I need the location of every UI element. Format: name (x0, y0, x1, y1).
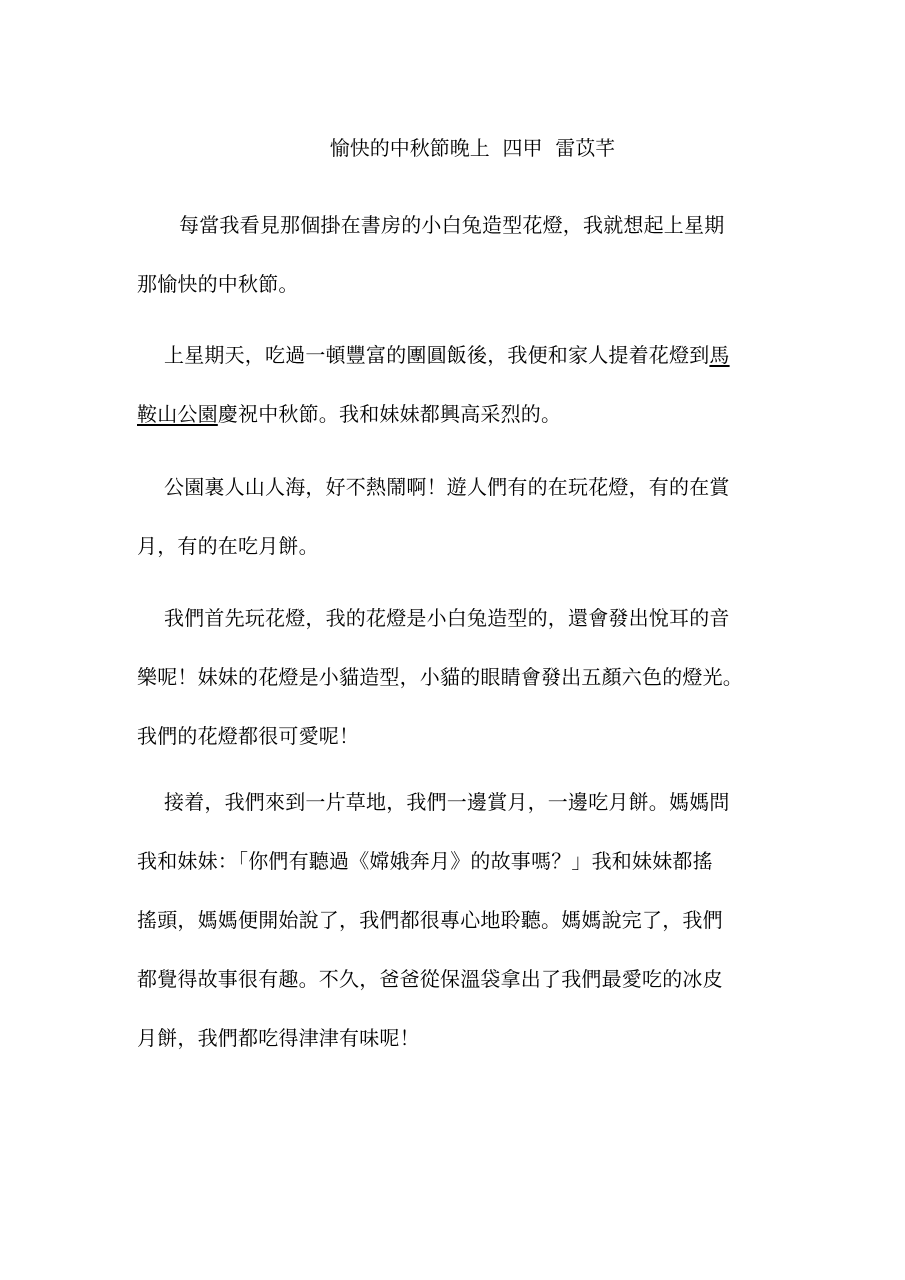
paragraph-1-line-2: 那愉快的中秋節。 (137, 272, 299, 296)
paragraph-2-line-2 (137, 385, 765, 444)
paragraph-5-line-5: 月餅，我們都吃得津津有味呢！ (137, 1026, 420, 1050)
paragraph-5-line-3: 搖頭，媽媽便開始說了，我們都很專心地聆聽。媽媽說完了，我們 (137, 908, 723, 932)
paragraph-5-line-2: 我和妹妹：「你們有聽過《嫦娥奔月》的故事嗎？」我和妹妹都搖 (137, 849, 713, 873)
place-name-part-2: 鞍山公園 (137, 402, 218, 426)
paragraph-2-line-1-text: 上星期天，吃過一頓豐富的團圓飯後，我便和家人提着花燈到 (164, 343, 710, 367)
paragraph-5-line-1: 接着，我們來到一片草地，我們一邊賞月，一邊吃月餅。媽媽問 (164, 790, 730, 814)
paragraph-1 (137, 196, 765, 314)
paragraph-3 (137, 458, 765, 576)
paragraph-4 (137, 589, 771, 766)
essay-title: 愉快的中秋節晚上 四甲 雷苡芊 (329, 136, 616, 160)
place-name-part-1: 馬 (709, 343, 730, 367)
paragraph-3-line-1: 公園裏人山人海，好不熱鬧啊！遊人們有的在玩花燈，有的在賞 (164, 475, 730, 499)
paragraph-2-line-1 (137, 326, 765, 385)
paragraph-5 (137, 773, 765, 1068)
paragraph-4-line-2: 樂呢！妹妹的花燈是小貓造型，小貓的眼睛會發出五顏六色的燈光。 (137, 665, 743, 689)
paragraph-2-line-2-text: 慶祝中秋節。我和妹妹都興高采烈的。 (217, 402, 562, 426)
paragraph-4-line-3: 我們的花燈都很可愛呢！ (137, 724, 360, 748)
paragraph-5-line-4: 都覺得故事很有趣。不久，爸爸從保溫袋拿出了我們最愛吃的冰皮 (137, 967, 723, 991)
paragraph-2 (137, 326, 765, 444)
paragraph-4-line-1: 我們首先玩花燈，我的花燈是小白兔造型的，還會發出悅耳的音 (164, 606, 730, 630)
paragraph-1-line-1: 每當我看見那個掛在書房的小白兔造型花燈，我就想起上星期 (179, 213, 725, 237)
paragraph-3-line-2: 月，有的在吃月餅。 (137, 534, 319, 558)
